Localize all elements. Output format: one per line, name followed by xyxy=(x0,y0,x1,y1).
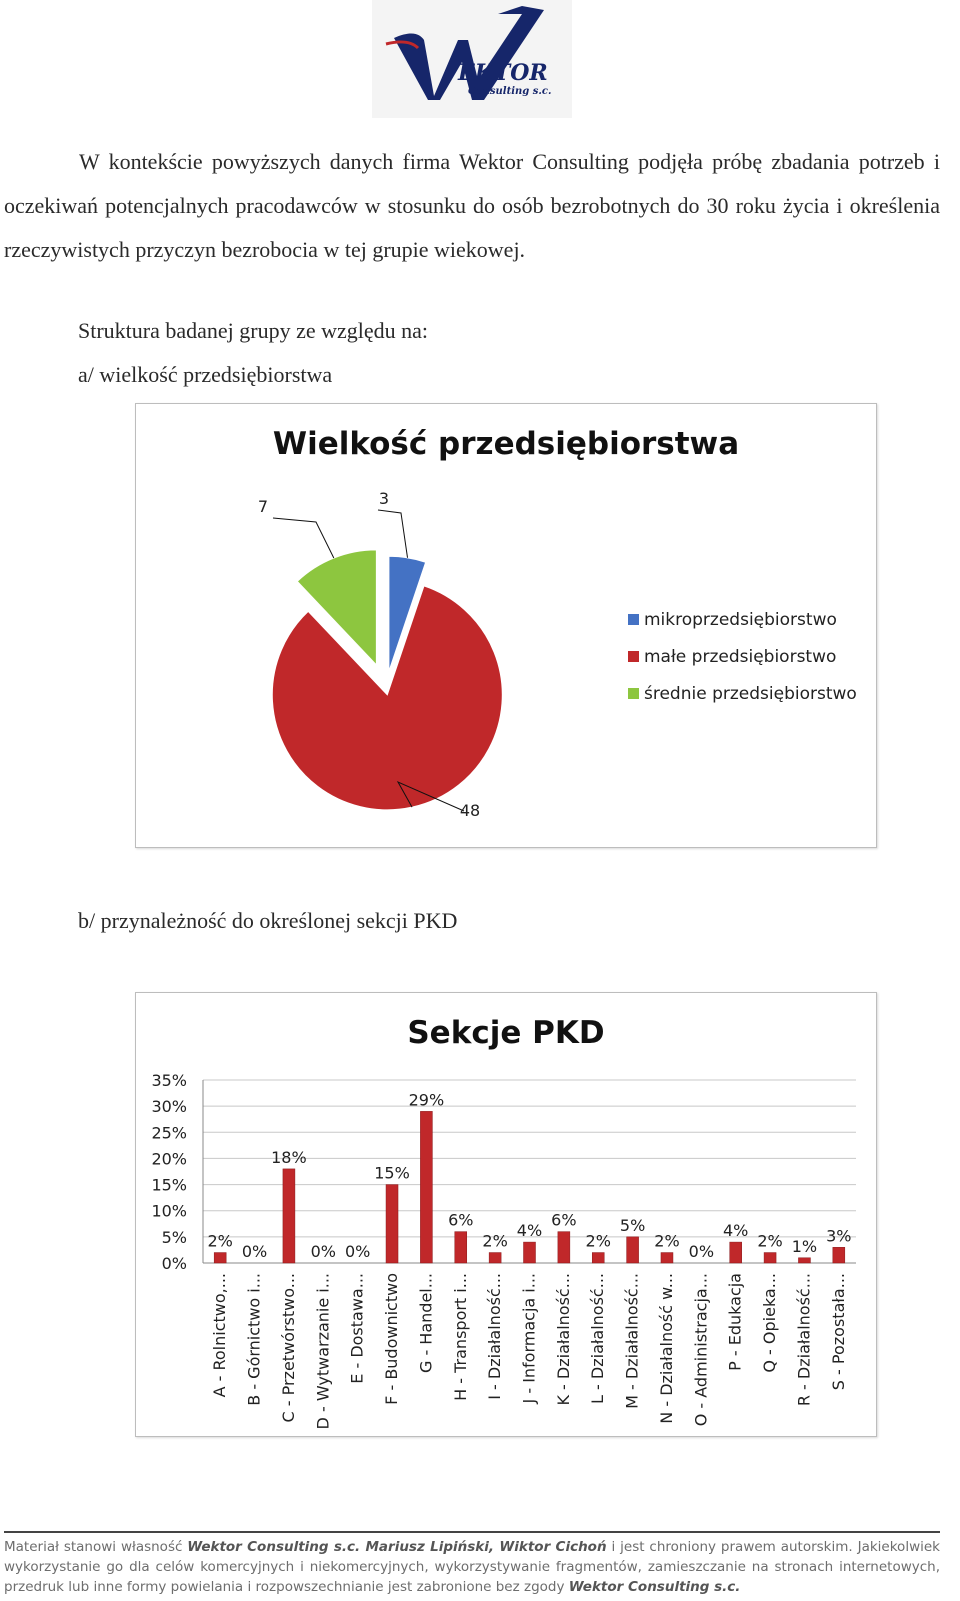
pie-data-label: 3 xyxy=(378,489,390,508)
x-tick-label: R - Działalność... xyxy=(794,1273,814,1407)
bar-chart-title: Sekcje PKD xyxy=(407,1015,605,1051)
x-tick-label: K - Działalność... xyxy=(553,1273,573,1406)
x-tick-label: A - Rolnictwo,... xyxy=(210,1273,230,1398)
bar-data-label: 0% xyxy=(344,1242,371,1261)
x-tick-label: C - Przetwórstwo... xyxy=(278,1273,298,1423)
bar-data-label: 2% xyxy=(654,1231,680,1251)
bar-chart-box xyxy=(135,992,877,1437)
pkd-bar xyxy=(386,1185,398,1263)
bar-data-label: 15% xyxy=(374,1163,410,1183)
company-logo xyxy=(372,0,572,118)
x-tick-label: G - Handel... xyxy=(416,1273,436,1374)
legend-label: mikroprzedsiębiorstwo xyxy=(644,610,837,630)
intro-paragraph: W kontekście powyższych danych firma Wektor Consulting podjęła próbę zbadania potrzeb i oczekiwań potencjalnych pracodawców w stosunku do osób bezrobotnych do 30 roku życia i określenia rzeczywistych przyczyn bezrobocia w tej grupie wiekowej. xyxy=(4,149,940,262)
legend-swatch xyxy=(628,688,639,699)
x-tick-label: O - Administracja... xyxy=(691,1273,711,1427)
x-tick-label: J - Informacja i... xyxy=(519,1273,539,1404)
pkd-bar xyxy=(524,1242,536,1263)
x-tick-label: D - Wytwarzanie i... xyxy=(313,1273,333,1430)
pie-leader-line xyxy=(378,510,408,558)
footer-owner: Wektor Consulting s.c. Mariusz Lipiński, Wiktor Cichoń xyxy=(187,1539,607,1555)
x-tick-label: Q - Opieka... xyxy=(760,1273,780,1373)
pie-chart xyxy=(136,404,876,847)
bar-data-label: 2% xyxy=(207,1231,233,1251)
pkd-bar xyxy=(833,1247,845,1263)
x-tick-label: F - Budownictwo xyxy=(382,1273,402,1405)
y-tick-label: 30% xyxy=(151,1097,187,1117)
pkd-bar xyxy=(489,1253,501,1263)
bar-data-label: 0% xyxy=(241,1242,268,1261)
pie-chart-box xyxy=(135,403,877,848)
pie-slice xyxy=(272,586,502,810)
pkd-bar xyxy=(592,1253,604,1263)
y-tick-label: 15% xyxy=(151,1175,187,1195)
y-tick-label: 25% xyxy=(151,1123,187,1143)
x-tick-label: S - Pozostała... xyxy=(828,1273,848,1391)
heading-pkd: b/ przynależność do określonej sekcji PKD xyxy=(78,908,458,933)
bar-data-label: 4% xyxy=(723,1221,749,1241)
footer-text-2: i jest chroniony prawem autorskim. Jakiekolwiek wykorzystanie go dla celów komercyjnych i niekomercyjnych, wykorzystywanie fragmentów, zamieszczanie na stronach internetowych, przedruk lub inne formy powielania i rozpowszechnianie jest zabronione bez zgody xyxy=(4,1539,940,1595)
pkd-bar xyxy=(627,1237,639,1263)
pie-data-label: 48 xyxy=(459,801,481,820)
pkd-bar xyxy=(558,1232,570,1263)
bar-data-label: 6% xyxy=(448,1210,474,1230)
y-tick-label: 20% xyxy=(151,1149,187,1169)
pie-data-label: 7 xyxy=(257,497,269,516)
heading-company-size: a/ wielkość przedsiębiorstwa xyxy=(78,362,333,387)
bar-data-label: 2% xyxy=(585,1231,611,1251)
pkd-bar xyxy=(798,1258,810,1263)
bar-data-label: 0% xyxy=(310,1242,336,1261)
pkd-bar xyxy=(730,1242,742,1263)
x-tick-label: H - Transport i... xyxy=(450,1273,470,1401)
x-tick-label: N - Działalność w... xyxy=(656,1273,676,1424)
pkd-bar xyxy=(420,1111,432,1263)
bar-data-label: 2% xyxy=(482,1231,508,1251)
bar-data-label: 29% xyxy=(408,1090,445,1110)
x-tick-label: B - Górnictwo i... xyxy=(244,1273,264,1406)
bar-data-label: 6% xyxy=(551,1210,577,1230)
heading-structure: Struktura badanej grupy ze względu na: xyxy=(78,318,429,343)
bar-data-label: 3% xyxy=(826,1226,852,1246)
logo-text: EKTOR xyxy=(458,60,548,86)
pkd-bar xyxy=(661,1253,673,1263)
pkd-bar xyxy=(764,1253,776,1263)
copyright-footer xyxy=(4,1531,940,1597)
pkd-bar xyxy=(283,1169,295,1263)
pkd-bar xyxy=(214,1253,226,1263)
x-tick-label: E - Dostawa... xyxy=(347,1273,367,1384)
x-tick-label: I - Działalność... xyxy=(485,1273,505,1400)
y-tick-label: 0% xyxy=(161,1254,187,1273)
y-tick-label: 35% xyxy=(151,1071,187,1090)
bar-data-label: 2% xyxy=(757,1231,783,1251)
y-tick-label: 10% xyxy=(151,1201,187,1221)
legend-label: małe przedsiębiorstwo xyxy=(644,647,837,667)
bar-data-label: 5% xyxy=(619,1215,646,1235)
logo-subtext: Consulting s.c. xyxy=(468,86,552,97)
footer-text-1: Materiał stanowi własność xyxy=(4,1539,188,1555)
x-tick-label: M - Działalność... xyxy=(622,1273,642,1409)
bar-data-label: 0% xyxy=(688,1242,715,1261)
legend-swatch xyxy=(628,614,639,625)
bar-chart xyxy=(136,993,876,1436)
bar-data-label: 1% xyxy=(791,1236,818,1256)
bar-data-label: 18% xyxy=(271,1147,307,1167)
legend-swatch xyxy=(628,651,639,662)
x-tick-label: P - Edukacja xyxy=(725,1273,745,1371)
legend-label: średnie przedsiębiorstwo xyxy=(644,684,857,704)
x-tick-label: L - Działalność... xyxy=(588,1273,608,1404)
footer-company: Wektor Consulting s.c. xyxy=(568,1579,741,1595)
pie-leader-line xyxy=(273,518,334,558)
bar-data-label: 4% xyxy=(516,1221,543,1241)
pkd-bar xyxy=(455,1232,467,1263)
pie-chart-title: Wielkość przedsiębiorstwa xyxy=(272,426,740,462)
y-tick-label: 5% xyxy=(161,1227,187,1247)
